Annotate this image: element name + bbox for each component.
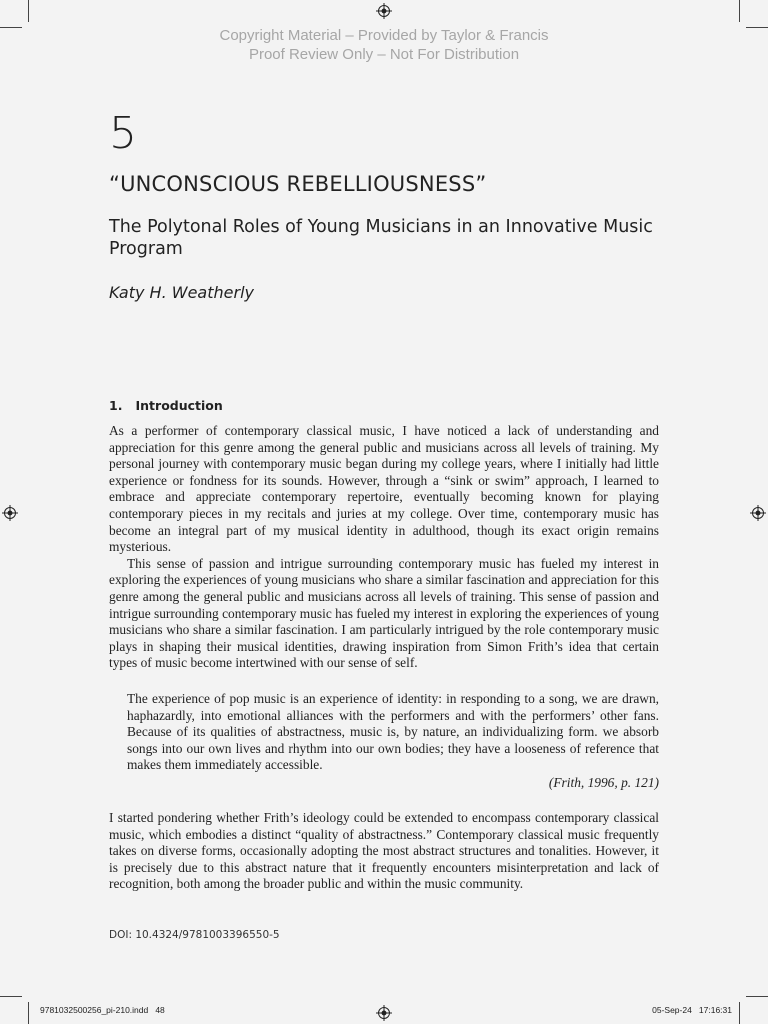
paragraph: As a performer of contemporary classical music, I have noticed a lack of understanding and appreciation for this genre among the general public and musicians across all levels of training. My personal journey with contemporary music began during my college years, where I initially had little experience or fondness for its sounds. However, through a “sink or swim” approach, I learned to embrace and appreciate contemporary repertoire, eventually becoming known for playing contemporary pieces in my recitals and juries at my college. Over time, contemporary music has become an integral part of my musical identity in adulthood, though its exact origin remains mysterious. <box>109 423 659 555</box>
registration-mark-icon <box>750 505 766 521</box>
paragraph: I started pondering whether Frith’s ideology could be extended to encompass contemporary classical music, which embodies a distinct “quality of abstractness.” Contemporary classical music frequently takes on diverse forms, occasionally adopting the most abstract structures and tonalities. However, it is precisely due to this abstract nature that it frequently encounters misinterpretation and lack of recognition, both among the broader public and within the music community. <box>109 810 659 892</box>
section-heading: 1. Introduction <box>109 398 223 413</box>
footer-timestamp: 05-Sep-24 17:16:31 <box>652 1005 732 1015</box>
doi-text: DOI: 10.4324/9781003396550-5 <box>109 929 280 941</box>
copyright-notice: Copyright Material – Provided by Taylor & Francis <box>219 27 549 44</box>
quote-citation: (Frith, 1996, p. 121) <box>548 775 659 790</box>
footer-file-slug: 9781032500256_pi-210.indd 48 <box>40 1005 165 1015</box>
chapter-subtitle: The Polytonal Roles of Young Musicians in an Innovative Music Program <box>109 217 653 259</box>
crop-mark <box>28 1002 29 1024</box>
registration-mark-icon <box>2 505 18 521</box>
paragraph: This sense of passion and intrigue surrounding contemporary music has fueled my interest in exploring the experiences of young musicians who share a similar fascination and appreciation for this genre among the general public and musicians across all levels of training. This sense of passion and intrigue surrounding contemporary music has fueled my interest in exploring the experiences of young musicians who share a similar fascination. I am particularly intrigued by the role contemporary music plays in shaping their musical identities, drawing inspiration from Simon Frith’s idea that certain types of music become intertwined with our sense of self. <box>109 555 659 671</box>
crop-mark <box>28 0 29 22</box>
registration-mark-icon <box>376 1005 392 1021</box>
chapter-author: Katy H. Weatherly <box>109 283 254 302</box>
crop-mark <box>746 996 768 997</box>
registration-mark-icon <box>376 3 392 19</box>
crop-mark <box>739 1002 740 1024</box>
chapter-number: 5 <box>109 108 137 159</box>
body-text-block <box>109 423 659 672</box>
blockquote: The experience of pop music is an experience of identity: in responding to a song, we are drawn, haphazardly, into emotional alliances with the performers and with the performers’ other fans. Because of its qualities of abstractness, music is, by nature, an individualizing form. we absorb songs into our own lives and rhythm into our own bodies; they have a looseness of reference that makes them immediately accessible. <box>127 691 659 773</box>
proof-notice: Proof Review Only – Not For Distribution <box>248 46 520 63</box>
chapter-title: “UNCONSCIOUS REBELLIOUSNESS” <box>109 172 487 196</box>
crop-mark <box>0 996 22 997</box>
crop-mark <box>739 0 740 22</box>
